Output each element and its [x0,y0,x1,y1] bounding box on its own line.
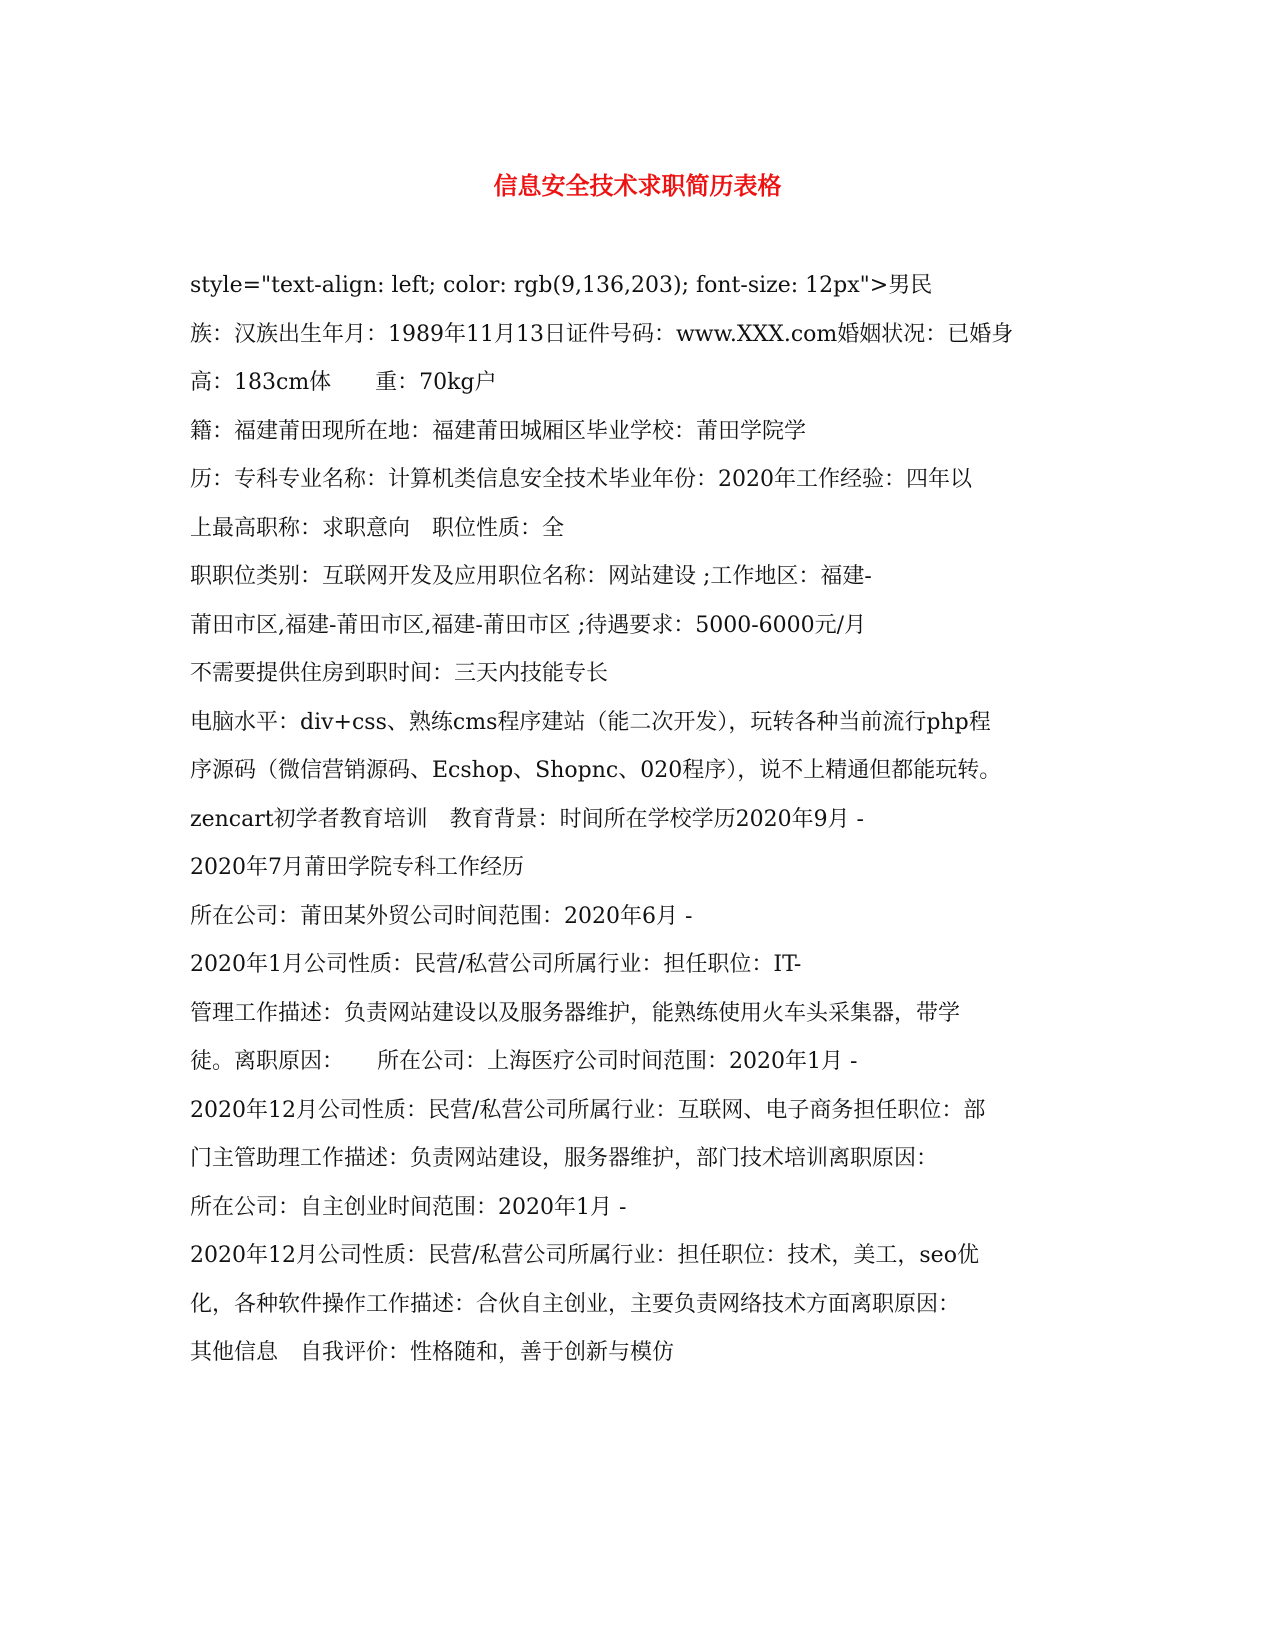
text-line: 历：专科专业名称：计算机类信息安全技术毕业年份：2020年工作经验：四年以 [190,467,972,492]
text-line: 2020年12月公司性质：民营/私营公司所属行业：担任职位：技术，美工，seo优 [190,1243,979,1268]
text-line: 所在公司：自主创业时间范围：2020年1月 - [190,1194,627,1220]
text-line: 化，各种软件操作工作描述：合伙自主创业，主要负责网络技术方面离职原因： [190,1291,961,1317]
document-title: 信息安全技术求职简历表格 [493,171,782,200]
text-line: 族：汉族出生年月：1989年11月13日证件号码：www.XXX.com婚姻状况：已婚身 [190,321,1014,347]
text-line: 2020年7月莆田学院专科工作经历 [190,855,524,880]
text-line: 序源码（微信营销源码、Ecshop、Shopnc、020程序），说不上精通但都能玩转。 [190,758,1002,783]
text-line: 2020年12月公司性质：民营/私营公司所属行业：互联网、电子商务担任职位：部 [190,1097,986,1123]
text-line: 管理工作描述：负责网站建设以及服务器维护，能熟练使用火车头采集器，带学 [190,1000,961,1026]
text-line: 职职位类别：互联网开发及应用职位名称：网站建设 ;工作地区：福建- [190,564,872,589]
text-line: 2020年1月公司性质：民营/私营公司所属行业：担任职位：IT- [190,952,802,977]
document-body [190,262,1090,1378]
text-line: 徒。离职原因： 所在公司：上海医疗公司时间范围：2020年1月 - [190,1049,858,1074]
text-line: 所在公司：莆田某外贸公司时间范围：2020年6月 - [190,903,693,929]
text-line: 籍：福建莆田现所在地：福建莆田城厢区毕业学校：莆田学院学 [190,418,807,444]
text-line: 高：183cm体 重：70kg户 [190,370,497,395]
text-line: style="text-align: left; color: rgb(9,136,203); font-size: 12px">男民 [190,273,933,298]
text-line: 门主管助理工作描述：负责网站建设，服务器维护，部门技术培训离职原因： [190,1146,939,1171]
text-line: 电脑水平：div+css、熟练cms程序建站（能二次开发），玩转各种当前流行php程 [190,709,991,735]
text-line: 上最高职称：求职意向 职位性质：全 [190,515,565,541]
text-line: 莆田市区,福建-莆田市区,福建-莆田市区 ;待遇要求：5000-6000元/月 [190,612,867,638]
text-line: zencart初学者教育培训 教育背景：时间所在学校学历2020年9月 - [190,806,864,832]
text-line: 不需要提供住房到职时间：三天内技能专长 [190,661,609,686]
text-line: 其他信息 自我评价：性格随和，善于创新与模仿 [190,1340,675,1365]
